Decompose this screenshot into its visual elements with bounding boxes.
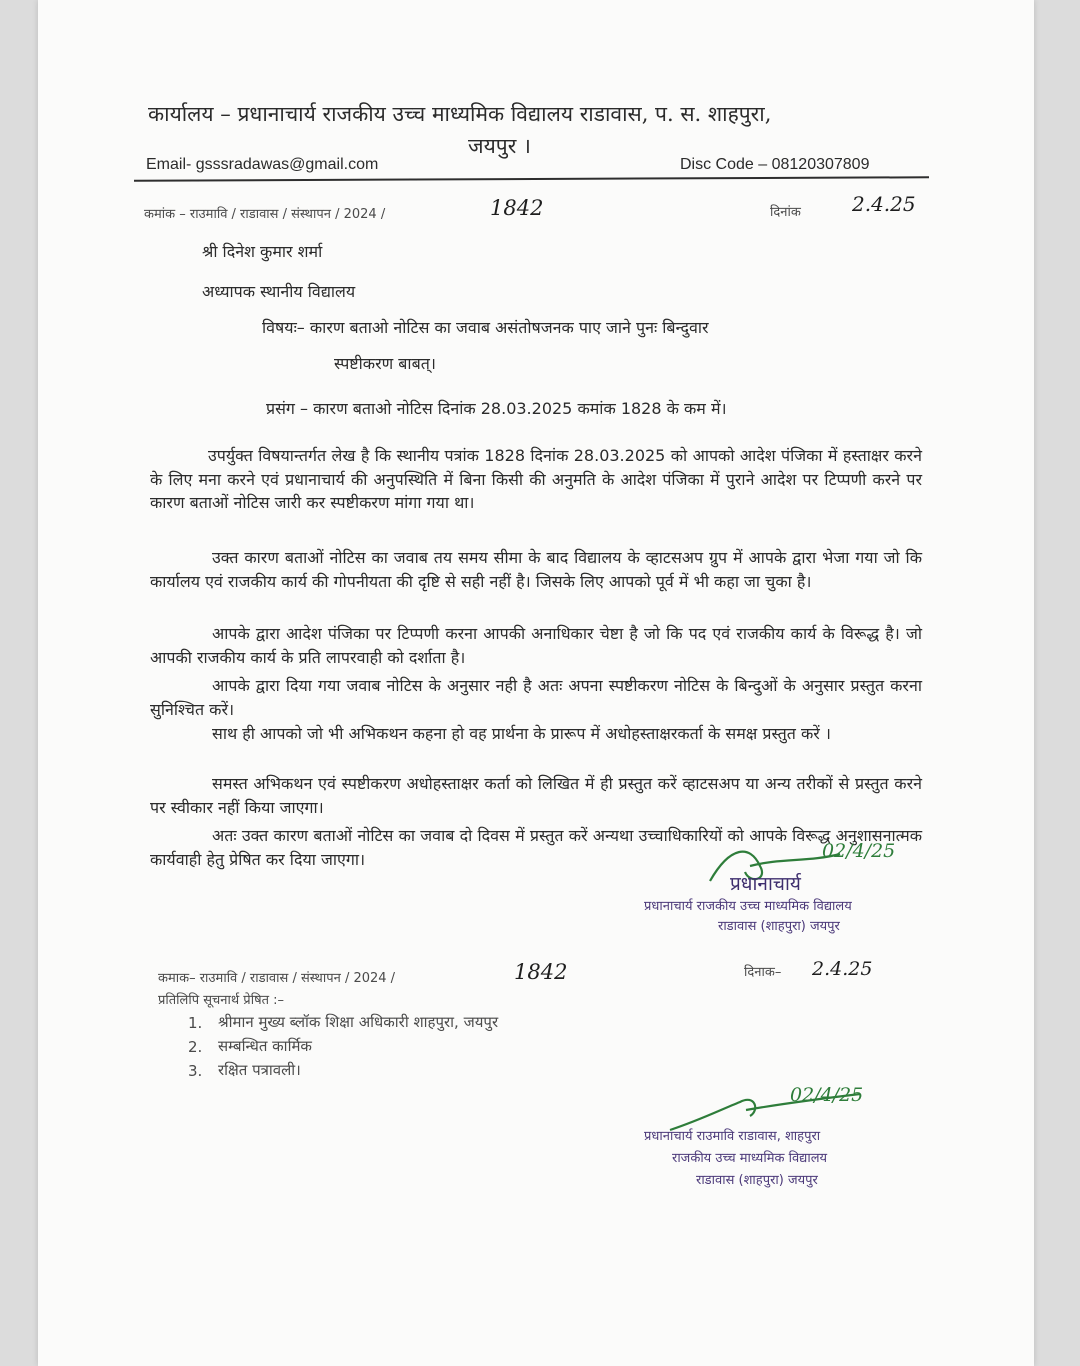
copy-reference-number: 1842 [514,960,568,984]
recipient-name: श्री दिनेश कुमार शर्मा [202,242,323,261]
copy-item-1-text: श्रीमान मुख्य ब्लॉक शिक्षा अधिकारी शाहपुरा, जयपुर [218,1013,499,1031]
signature-1-date: 02/4/25 [822,840,896,862]
copy-date-label: दिनाक– [744,965,782,980]
recipient-designation: अध्यापक स्थानीय विद्यालय [202,282,356,301]
email-address: Email- gsssradawas@gmail.com [146,156,379,173]
stamp-2-line-3: राडावास (शाहपुरा) जयपुर [696,1173,818,1188]
copy-item-2-num: 2. [188,1038,203,1056]
office-title: कार्यालय – प्रधानाचार्य राजकीय उच्च माध्यमिक विद्यालय राडावास, प. स. शाहपुरा, [148,102,772,126]
reference-number: 1842 [490,196,544,220]
subject-line-1: विषयः– कारण बताओ नोटिस का जवाब असंतोषजनक पाए जाने पुनः बिन्दुवार [262,318,709,337]
paragraph-4: आपके द्वारा दिया गया जवाब नोटिस के अनुसार नही है अतः अपना स्पष्टीकरण नोटिस के बिन्दुओं के अनुसार प्रस्तुत करना सुनिश्चित करें। [150,676,922,719]
office-title-city: जयपुर । [468,134,531,158]
prasang-reference: प्रसंग – कारण बताओ नोटिस दिनांक 28.03.2025 कमांक 1828 के कम में। [266,399,727,418]
reference-label: कमांक – राउमावि / राडावास / संस्थापन / 2024 / [144,207,386,222]
paragraph-5: साथ ही आपको जो भी अभिकथन कहना हो वह प्रार्थना के प्रारूप में अधोहस्ताक्षरकर्ता के समक्ष प्रस्तुत करें । [212,724,831,743]
letter-date: 2.4.25 [852,192,916,216]
copy-reference-label: कमाक– राउमावि / राडावास / संस्थापन / 2024 / [158,971,396,986]
paragraph-2: उक्त कारण बताओं नोटिस का जवाब तय समय सीमा के बाद विद्यालय के व्हाटसअप ग्रुप में आपके द्वारा भेजा गया जो कि कार्यालय एवं राजकीय कार्य की गोपनीयता की दृष्टि से सही नहीं है। जिसके लिए आपको पूर्व में भी कहा जा चुका है। [150,548,922,591]
stamp-1-line-2: राडावास (शाहपुरा) जयपुर [718,919,840,934]
stamp-2-line-1: प्रधानाचार्य राउमावि राडावास, शाहपुरा [644,1129,821,1144]
copy-item-2-text: सम्बन्धित कार्मिक [218,1037,312,1055]
copy-heading: प्रतिलिपि सूचनार्थ प्रेषित :– [158,993,285,1008]
signature-2-date: 02/4/25 [790,1084,864,1106]
copy-date: 2.4.25 [812,958,873,980]
paragraph-6: समस्त अभिकथन एवं स्पष्टीकरण अधोहस्ताक्षर कर्ता को लिखित में ही प्रस्तुत करें व्हाटसअप या अन्य तरीकों से प्रस्तुत करने पर स्वीकार नहीं किया जाएगा। [150,774,922,817]
copy-item-3-text: रक्षित पत्रावली। [218,1061,301,1079]
disc-code: Disc Code – 08120307809 [680,156,870,173]
date-label: दिनांक [770,205,801,220]
copy-item-3-num: 3. [188,1062,203,1080]
paragraph-3: आपके द्वारा आदेश पंजिका पर टिप्पणी करना आपकी अनाधिकार चेष्टा है जो कि पद एवं राजकीय कार्य के विरूद्ध है। जो आपकी राजकीय कार्य के प्रति लापरवाही को दर्शाता है। [150,624,922,667]
paragraph-7: अतः उक्त कारण बताओं नोटिस का जवाब दो दिवस में प्रस्तुत करें अन्यथा उच्चाधिकारियों को आपके विरूद्ध अनुशासनात्मक कार्यवाही हेतु प्रेषित कर दिया जाएगा। [150,826,922,869]
subject-line-2: स्पष्टीकरण बाबत्। [334,354,436,373]
stamp-1-line-1: प्रधानाचार्य राजकीय उच्च माध्यमिक विद्यालय [644,899,852,914]
copy-item-1-num: 1. [188,1014,203,1032]
stamp-2-line-2: राजकीय उच्च माध्यमिक विद्यालय [672,1151,828,1166]
principal-title-stamp: प्रधानाचार्य [730,873,801,895]
paragraph-1: उपर्युक्त विषयान्तर्गत लेख है कि स्थानीय पत्रांक 1828 दिनांक 28.03.2025 को आपको आदेश पंजिका में हस्ताक्षर करने के लिए मना करने एवं प्रधानाचार्य की अनुपस्थिति में बिना किसी की अनुमति के आदेश पंजिका में पुराने आदेश पर टिप्पणी करने पर कारण बताओं नोटिस जारी कर स्पष्टीकरण मांगा गया था। [150,446,922,512]
